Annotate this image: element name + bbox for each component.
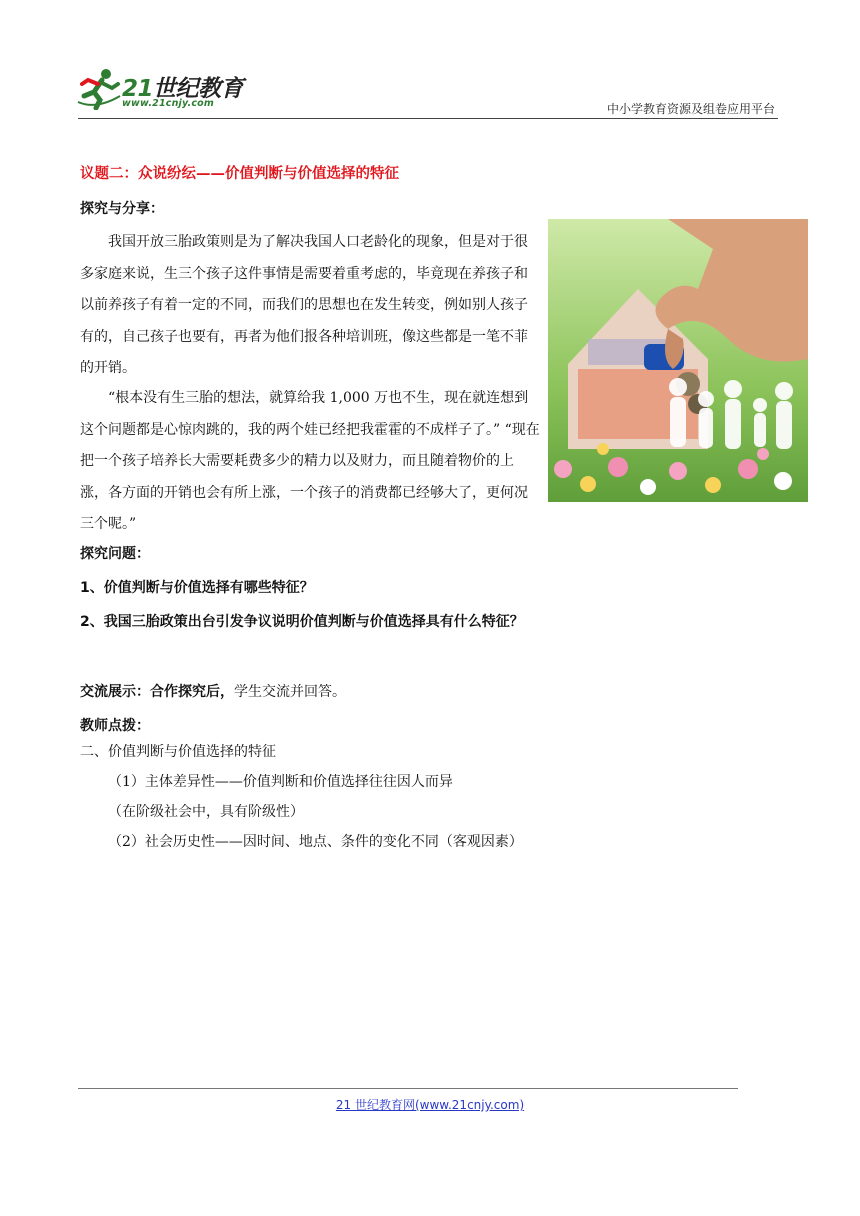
- family-house-photo: [548, 219, 808, 502]
- footer-divider: [78, 1088, 738, 1089]
- point-2: （2）社会历史性——因时间、地点、条件的变化不同（客观因素）: [108, 834, 523, 850]
- question-2: 2、我国三胎政策出台引发争议说明价值判断与价值选择具有什么特征？: [80, 614, 524, 630]
- section-title: 议题二：众说纷纭——价值判断与价值选择的特征: [80, 166, 399, 182]
- exchange-text: 学生交流并回答。: [234, 684, 346, 700]
- point-heading: 二、价值判断与价值选择的特征: [80, 744, 276, 760]
- point-1-note: （在阶级社会中，具有阶级性）: [108, 804, 304, 820]
- teacher-label: 教师点拨：: [80, 718, 150, 734]
- paragraph-2: “根本没有生三胎的想法，就算给我 1,000 万也不生，现在就连想到这个问题都是心惊肉跳的，我的两个娃已经把我霍霍的不成样子了。” “现在把一个孩子培养长大需要耗费多少的精力以及财力，而且随着物价的上涨，各方面的开销也会有所上涨，一个孩子的消费都已经够大了，更何况三个呢。”: [80, 390, 540, 532]
- header-divider: [78, 118, 778, 119]
- questions-label: 探究问题：: [80, 546, 150, 562]
- question-1: 1、价值判断与价值选择有哪些特征？: [80, 580, 314, 596]
- platform-title: 中小学教育资源及组卷应用平台: [606, 102, 775, 116]
- explore-label: 探究与分享：: [80, 201, 164, 217]
- footer-link[interactable]: 21 世纪教育网(www.21cnjy.com): [335, 1098, 525, 1112]
- point-1: （1）主体差异性——价值判断和价值选择往往因人而异: [108, 774, 453, 790]
- site-logo: [76, 66, 246, 112]
- exchange-label: 交流展示：合作探究后，: [80, 684, 234, 700]
- logo-wordmark: 21世纪教育: [122, 76, 244, 102]
- runner-icon: [76, 66, 122, 110]
- exchange-line: [80, 681, 346, 701]
- paragraph-1: 我国开放三胎政策则是为了解决我国人口老龄化的现象，但是对于很多家庭来说，生三个孩子这件事情是需要着重考虑的，毕竟现在养孩子和以前养孩子有着一定的不同，而我们的思想也在发生转变，例如别人孩子有的，自己孩子也要有，再者为他们报各种培训班，像这些都是一笔不菲的开销。: [80, 234, 528, 376]
- logo-url: www.21cnjy.com: [122, 98, 214, 109]
